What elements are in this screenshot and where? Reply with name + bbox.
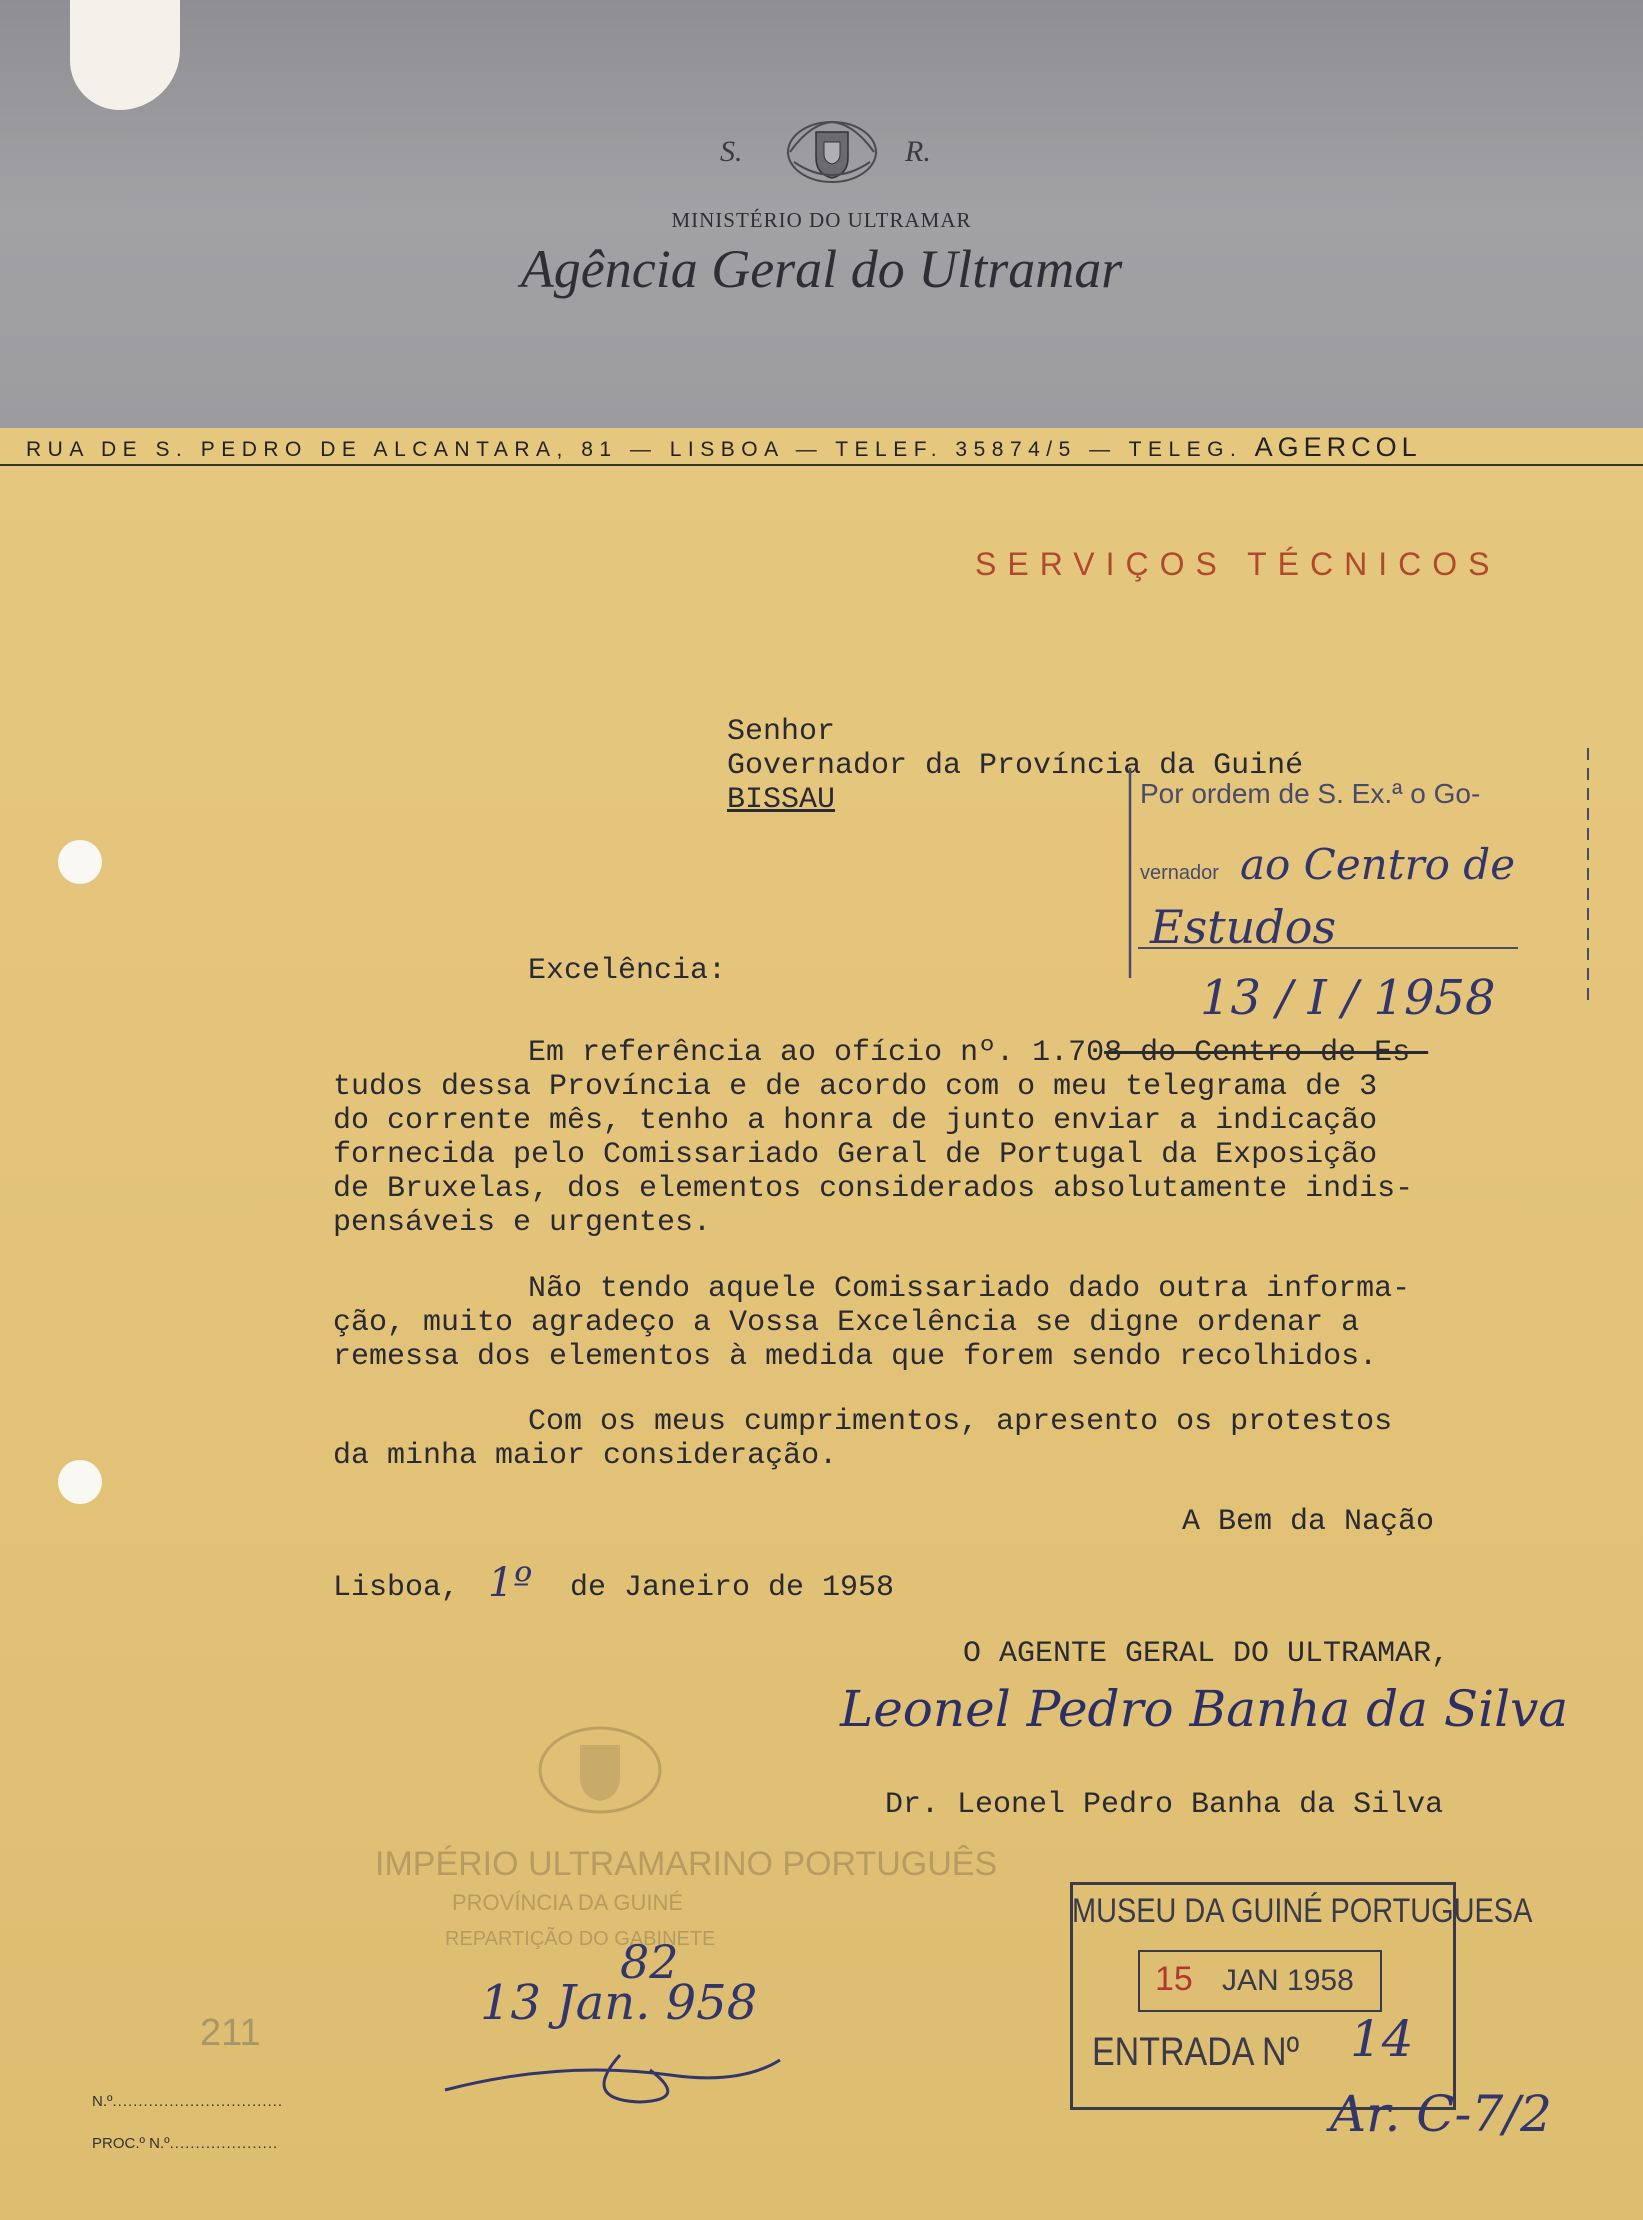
- recipient-line-2: Governador da Província da Guiné: [727, 749, 1304, 783]
- body-line: da minha maior consideração.: [333, 1439, 838, 1473]
- address-line: [0, 428, 1643, 466]
- recipient-city: BISSAU: [727, 783, 836, 817]
- ministry-title: MINISTÉRIO DO ULTRAMAR: [671, 208, 972, 232]
- body-line: Não tendo aquele Comissariado dado outra informa-: [528, 1272, 1411, 1306]
- body-text: Em referência ao ofício nº. 1.70: [528, 1036, 1105, 1070]
- punch-hole: [58, 1460, 102, 1504]
- routing-hand-date: 13 / I / 1958: [1200, 970, 1496, 1026]
- department-heading: SERVIÇOS TÉCNICOS: [975, 546, 1501, 582]
- footer-number-label: N.º.................................: [92, 2093, 284, 2110]
- address-telegram: AGERCOL: [1254, 432, 1422, 462]
- recipient-line-1: Senhor: [727, 715, 836, 749]
- body-line: do corrente mês, tenho a honra de junto enviar a indicação: [333, 1104, 1378, 1138]
- body-line: [528, 1036, 1428, 1070]
- signature: Leonel Pedro Banha da Silva: [840, 1680, 1569, 1738]
- body-line: fornecida pelo Comissariado Geral de Portugal da Exposição: [333, 1138, 1378, 1172]
- faint-number: 211: [200, 2012, 261, 2054]
- coat-of-arms-icon: [782, 112, 882, 192]
- faint-emblem-icon: [520, 1715, 680, 1825]
- footer-process-label-text: PROC.º N.º: [92, 2135, 170, 2152]
- punch-hole: [58, 840, 102, 884]
- body-line: de Bruxelas, dos elementos considerados absolutamente indis-: [333, 1172, 1414, 1206]
- museum-stamp-day: 15: [1155, 1960, 1193, 1998]
- letterhead-band: [0, 0, 1643, 428]
- routing-stamp-printed: vernador: [1140, 862, 1219, 884]
- footer-process-label: PROC.º N.º.....................: [92, 2135, 279, 2152]
- receipt-date-hand: 13 Jan. 958: [480, 1975, 758, 2031]
- receipt-stamp-line-1: IMPÉRIO ULTRAMARINO PORTUGUÊS: [375, 1845, 998, 1883]
- routing-hand-dept: Estudos: [1150, 900, 1337, 954]
- body-line: remessa dos elementos à medida que forem sendo recolhidos.: [333, 1340, 1378, 1374]
- body-line: pensáveis e urgentes.: [333, 1206, 712, 1240]
- routing-hand-to: ao Centro de: [1240, 840, 1516, 889]
- body-line: Com os meus cumprimentos, apresento os protestos: [528, 1405, 1393, 1439]
- museum-stamp-title: MUSEU DA GUINÉ PORTUGUESA: [1072, 1892, 1533, 1930]
- body-line: ção, muito agradeço a Vossa Excelência se digne ordenar a: [333, 1306, 1360, 1340]
- receipt-number-hand: 82: [620, 1935, 679, 1989]
- date-rest: de Janeiro de 1958: [570, 1571, 895, 1605]
- body-text-struck: 8 do Centro de Es-: [1104, 1036, 1429, 1070]
- receipt-stamp-line-2: PROVÍNCIA DA GUINÉ: [452, 1890, 684, 1915]
- signatory-title: O AGENTE GERAL DO ULTRAMAR,: [963, 1637, 1450, 1671]
- date-day-hand: 1º: [488, 1560, 533, 1606]
- museum-stamp-entry-label: ENTRADA Nº: [1092, 2030, 1300, 2074]
- routing-stamp-line-1: Por ordem de S. Ex.ª o Go-: [1140, 778, 1481, 809]
- address-main: RUA DE S. PEDRO DE ALCANTARA, 81 — LISBOA — TELEF. 35874/5 — TELEG.: [26, 438, 1243, 461]
- salutation: Excelência:: [528, 954, 727, 988]
- museum-stamp-month-year: JAN 1958: [1222, 1964, 1354, 1997]
- museum-entry-number-hand: 14: [1350, 2010, 1414, 2068]
- body-line: tudos dessa Província e de acordo com o meu telegrama de 3: [333, 1070, 1378, 1104]
- closing-formula: A Bem da Nação: [1182, 1505, 1435, 1539]
- monogram-right: R.: [905, 135, 931, 168]
- agency-title: Agência Geral do Ultramar: [520, 239, 1123, 299]
- museum-reference-hand: Ar. C-7/2: [1330, 2085, 1552, 2143]
- receipt-flourish: [440, 2040, 800, 2110]
- footer-number-label-text: N.º: [92, 2093, 113, 2110]
- torn-corner: [70, 0, 180, 110]
- monogram-left: S.: [720, 135, 743, 168]
- date-prefix: Lisboa,: [333, 1571, 460, 1605]
- receipt-stamp-line-3: REPARTIÇÃO DO GABINETE: [445, 1928, 716, 1950]
- signatory-name: Dr. Leonel Pedro Banha da Silva: [885, 1788, 1444, 1822]
